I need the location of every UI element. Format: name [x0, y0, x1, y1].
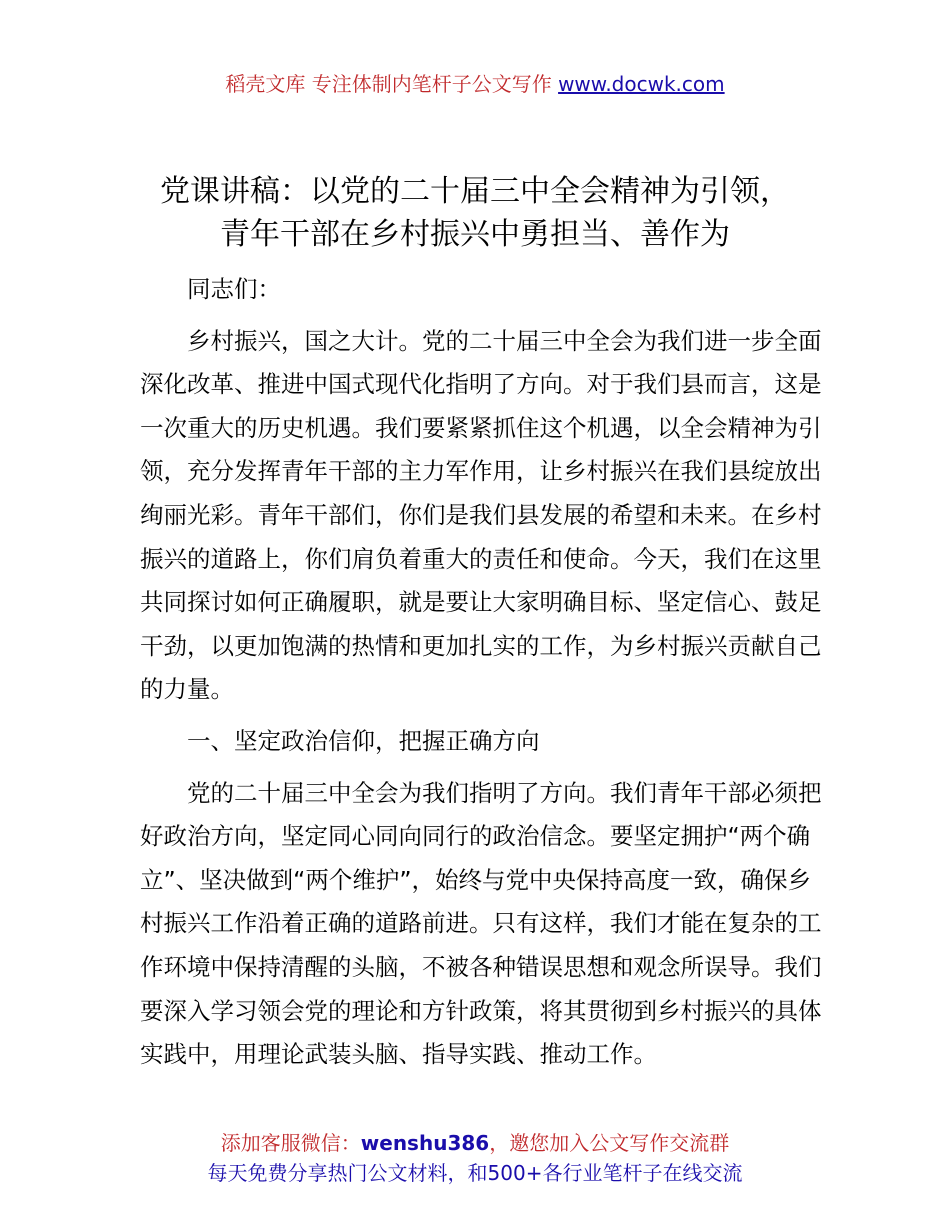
title-line-1: 党课讲稿：以党的二十届三中全会精神为引领，	[160, 174, 790, 209]
page-title	[0, 170, 950, 256]
section-heading-1: 一、坚定政治信仰，把握正确方向	[187, 726, 540, 755]
document-body	[140, 268, 830, 1085]
promo-footer	[0, 1128, 950, 1188]
brand-text: 稻壳文库 专注体制内笔杆子公文写作	[225, 72, 559, 96]
footer-line-2: 每天免费分享热门公文材料，和500+各行业笔杆子在线交流	[207, 1161, 743, 1185]
paragraph-section-1: 党的二十届三中全会为我们指明了方向。我们青年干部必须把好政治方向，坚定同心同向同行的政治信念。要坚定拥护“两个确立”、坚决做到“两个维护”，始终与党中央保持高度一致，确保乡村振兴工作沿着正确的道路前进。只有这样，我们才能在复杂的工作环境中保持清醒的头脑，不被各种错误思想和观念所误导。我们要深入学习领会党的理论和方针政策，将其贯彻到乡村振兴的具体实践中，用理论武装头脑、指导实践、推动工作。	[140, 778, 822, 1069]
paragraph-intro: 乡村振兴，国之大计。党的二十届三中全会为我们进一步全面深化改革、推进中国式现代化指明了方向。对于我们县而言，这是一次重大的历史机遇。我们要紧紧抓住这个机遇，以全会精神为引领，充分发挥青年干部的主力军作用，让乡村振兴在我们县绽放出绚丽光彩。青年干部们，你们是我们县发展的希望和未来。在乡村振兴的道路上，你们肩负着重大的责任和使命。今天，我们在这里共同探讨如何正确履职，就是要让大家明确目标、坚定信心、鼓足干劲，以更加饱满的热情和更加扎实的工作，为乡村振兴贡献自己的力量。	[140, 326, 822, 704]
footer-line-1	[0, 1128, 950, 1158]
wechat-id: wenshu386	[360, 1131, 490, 1155]
footer-prefix: 添加客服微信：	[220, 1131, 361, 1155]
salutation: 同志们：	[187, 275, 281, 303]
footer-suffix: ，邀您加入公文写作交流群	[489, 1131, 730, 1155]
site-link[interactable]: www.docwk.com	[558, 72, 725, 96]
title-line-2: 青年干部在乡村振兴中勇担当、善作为	[220, 217, 730, 252]
site-header	[0, 68, 950, 97]
